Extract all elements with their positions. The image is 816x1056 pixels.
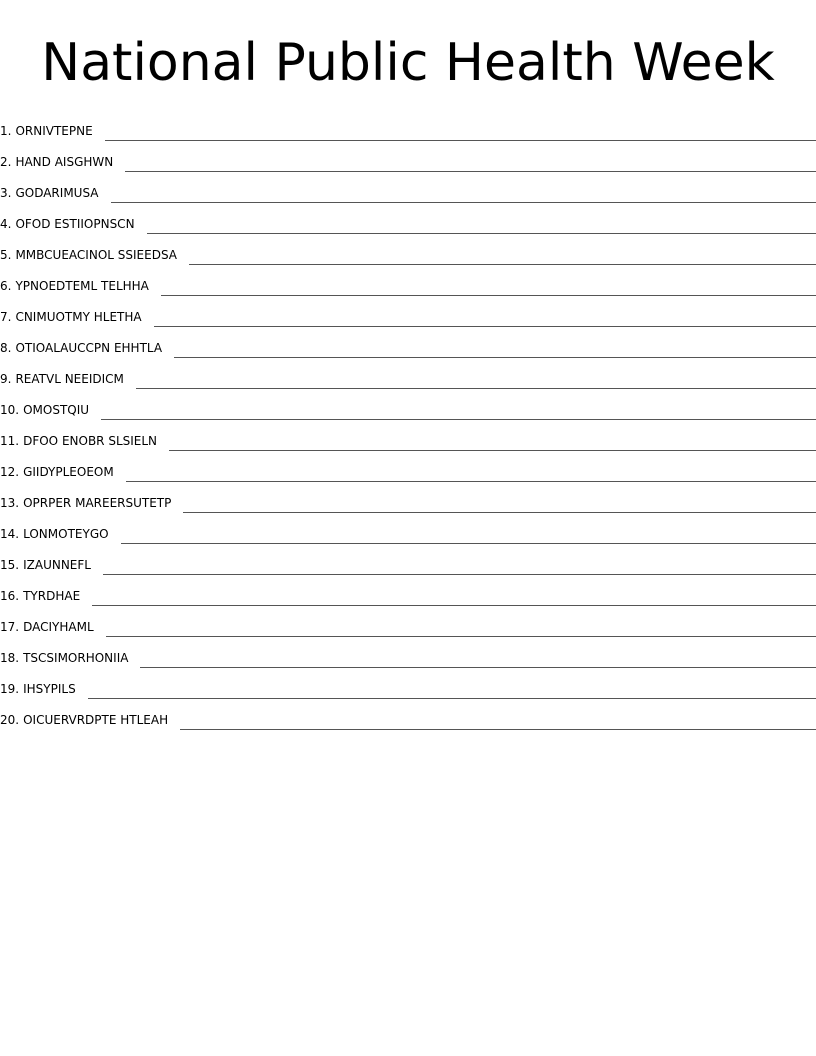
- scramble-item: [0, 328, 816, 359]
- item-number: 19.: [0, 682, 20, 696]
- answer-line: [136, 387, 816, 389]
- item-number: 8.: [0, 341, 12, 355]
- scramble-label: [0, 154, 113, 173]
- answer-line: [189, 263, 816, 265]
- scrambled-word: GIIDYPLEOEOM: [23, 465, 114, 479]
- answer-line: [169, 449, 816, 451]
- answer-line: [125, 170, 816, 172]
- scramble-item: [0, 235, 816, 266]
- answer-line: [106, 635, 816, 637]
- item-number: 15.: [0, 558, 20, 572]
- item-number: 10.: [0, 403, 20, 417]
- answer-line: [161, 294, 816, 296]
- scramble-label: [0, 433, 157, 452]
- scrambled-word: CNIMUOTMY HLETHA: [15, 310, 142, 324]
- scrambled-word: DACIYHAML: [23, 620, 94, 634]
- scrambled-word: OICUERVRDPTE HTLEAH: [23, 713, 169, 727]
- scrambled-word: YPNOEDTEML TELHHA: [15, 279, 149, 293]
- scramble-item: [0, 142, 816, 173]
- scramble-item: [0, 173, 816, 204]
- scramble-item: [0, 359, 816, 390]
- scramble-label: [0, 185, 99, 204]
- scrambled-word: IHSYPILS: [23, 682, 76, 696]
- item-number: 5.: [0, 248, 12, 262]
- scrambled-word: ORNIVTEPNE: [15, 124, 93, 138]
- scramble-item: [0, 266, 816, 297]
- answer-line: [92, 604, 816, 606]
- answer-line: [154, 325, 816, 327]
- scramble-item: [0, 700, 816, 731]
- item-number: 17.: [0, 620, 20, 634]
- item-number: 20.: [0, 713, 20, 727]
- item-number: 11.: [0, 434, 20, 448]
- scrambled-word: REATVL NEEIDICM: [15, 372, 124, 386]
- scramble-item: [0, 669, 816, 700]
- answer-line: [111, 201, 816, 203]
- scramble-item: [0, 483, 816, 514]
- scrambled-word: LONMOTEYGO: [23, 527, 109, 541]
- answer-line: [140, 666, 816, 668]
- item-number: 7.: [0, 310, 12, 324]
- scramble-label: [0, 526, 109, 545]
- answer-line: [103, 573, 816, 575]
- answer-line: [121, 542, 816, 544]
- answer-line: [126, 480, 816, 482]
- scrambled-word: IZAUNNEFL: [23, 558, 91, 572]
- scrambled-word: TSCSIMORHONIIA: [23, 651, 129, 665]
- item-number: 18.: [0, 651, 20, 665]
- answer-line: [174, 356, 816, 358]
- scramble-label: [0, 216, 135, 235]
- scrambled-word: OPRPER MAREERSUTETP: [23, 496, 172, 510]
- scrambled-word: OTIOALAUCCPN EHHTLA: [15, 341, 163, 355]
- scramble-label: [0, 681, 76, 700]
- scramble-label: [0, 464, 114, 483]
- scramble-label: [0, 402, 89, 421]
- scramble-item: [0, 204, 816, 235]
- scramble-label: [0, 309, 142, 328]
- scrambled-word: GODARIMUSA: [15, 186, 99, 200]
- answer-line: [101, 418, 816, 420]
- scramble-item: [0, 545, 816, 576]
- scramble-label: [0, 495, 171, 514]
- scramble-item: [0, 452, 816, 483]
- scramble-label: [0, 588, 80, 607]
- item-number: 6.: [0, 279, 12, 293]
- item-number: 4.: [0, 217, 12, 231]
- item-number: 1.: [0, 124, 12, 138]
- scramble-item: [0, 638, 816, 669]
- scramble-label: [0, 340, 162, 359]
- item-number: 3.: [0, 186, 12, 200]
- answer-line: [88, 697, 816, 699]
- item-number: 9.: [0, 372, 12, 386]
- item-number: 13.: [0, 496, 20, 510]
- scramble-label: [0, 278, 149, 297]
- scramble-item: [0, 514, 816, 545]
- scrambled-word: HAND AISGHWN: [15, 155, 114, 169]
- word-scramble-list: [0, 111, 816, 731]
- scrambled-word: DFOO ENOBR SLSIELN: [23, 434, 158, 448]
- scramble-label: [0, 712, 168, 731]
- answer-line: [183, 511, 816, 513]
- scramble-item: [0, 421, 816, 452]
- scramble-label: [0, 619, 94, 638]
- scramble-item: [0, 111, 816, 142]
- answer-line: [147, 232, 816, 234]
- scramble-item: [0, 390, 816, 421]
- scrambled-word: OMOSTQIU: [23, 403, 90, 417]
- scramble-label: [0, 123, 93, 142]
- answer-line: [180, 728, 816, 730]
- item-number: 16.: [0, 589, 20, 603]
- scramble-label: [0, 557, 91, 576]
- scramble-label: [0, 371, 124, 390]
- scramble-label: [0, 247, 177, 266]
- item-number: 12.: [0, 465, 20, 479]
- scramble-item: [0, 297, 816, 328]
- answer-line: [105, 139, 816, 141]
- scramble-item: [0, 607, 816, 638]
- scrambled-word: MMBCUEACINOL SSIEEDSA: [15, 248, 177, 262]
- item-number: 14.: [0, 527, 20, 541]
- scramble-item: [0, 576, 816, 607]
- item-number: 2.: [0, 155, 12, 169]
- scramble-label: [0, 650, 128, 669]
- worksheet-title: National Public Health Week: [41, 33, 775, 93]
- scrambled-word: OFOD ESTIIOPNSCN: [15, 217, 135, 231]
- scrambled-word: TYRDHAE: [23, 589, 81, 603]
